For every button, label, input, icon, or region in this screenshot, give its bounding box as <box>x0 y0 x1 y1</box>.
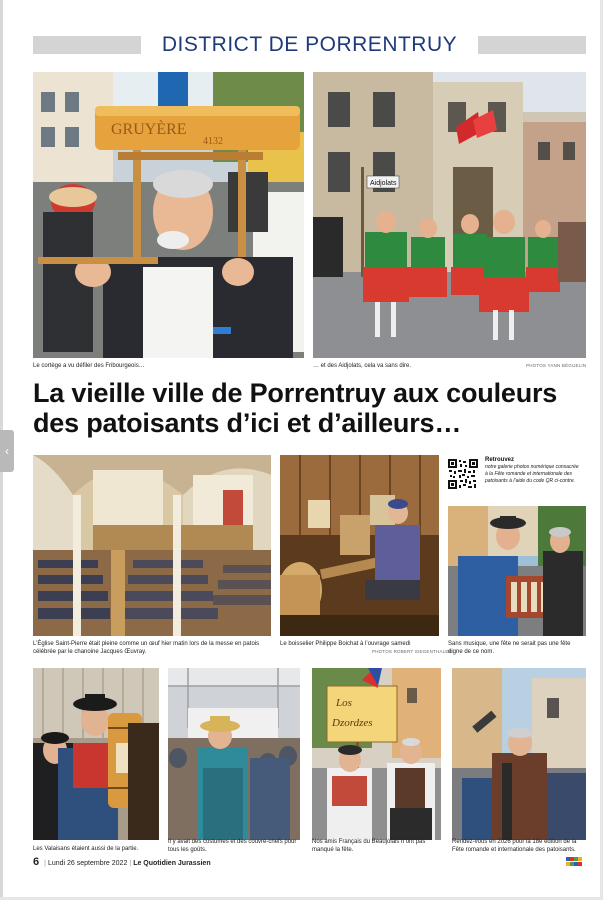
photo-boisselier <box>280 455 439 636</box>
photo-ajoie-dancers <box>313 72 586 358</box>
promo-text: notre galerie photos numérique consacrée à la Fête romande et internationale des patoisants à l’aide du code QR ci-contre. <box>485 464 579 484</box>
photo-beaujolais <box>312 668 441 840</box>
publisher-logo-icon <box>566 857 582 866</box>
caption-ajoie: … et des Aidjolats, cela va sans dire. <box>313 363 412 369</box>
caption-church: L’Église Saint-Pierre était pleine comme un œuf hier matin lors de la messe en patois célébrée par le chanoine Jacques Œuvray. <box>33 641 260 655</box>
caption-fribourg: Le cortège a vu défiler des Fribourgeois… <box>33 363 145 369</box>
beaujolais-sign-line2: Dzordzes <box>332 717 373 729</box>
cheese-number-text: 4132 <box>203 136 223 147</box>
promo-title: Retrouvez <box>485 457 515 463</box>
caption-valais: Les Valaisans étaient aussi de la partie. <box>33 846 139 852</box>
caption-rendezvous: Rendez-vous en 2026 pour la 18e édition de la Fête romande et internationale des patoisants. <box>452 839 577 853</box>
caption-boisselier: Le boisselier Philippe Boichat à l’ouvrage samedi <box>280 641 411 647</box>
qr-code[interactable] <box>448 459 478 489</box>
credit-robert-siegenthaler: PHOTOS ROBERT SIEGENTHALER <box>372 649 452 654</box>
ajoie-sign-text: Aidjolats <box>370 180 397 187</box>
caption-beaujolais: Nos amis Français du Beaujolais n’ont pas manqué la fête. <box>312 839 426 853</box>
section-banner-bar-left <box>33 36 141 54</box>
footer-separator: | <box>129 860 132 867</box>
section-banner-bar-right <box>478 36 586 54</box>
photo-valais <box>33 668 159 840</box>
page-footer <box>33 857 211 869</box>
photo-rendezvous <box>452 668 586 840</box>
photo-costumes <box>168 668 300 840</box>
footer-date: Lundi 26 septembre 2022 <box>47 860 128 867</box>
beaujolais-sign-line1: Los <box>336 697 352 709</box>
footer-separator: | <box>44 860 46 867</box>
previous-page-tab[interactable] <box>0 430 14 472</box>
photo-church-mass <box>33 455 271 636</box>
cheese-label-text: GRUYÈRE <box>111 121 187 138</box>
photo-accordion-musicians <box>448 506 586 636</box>
credit-yann-beguelin: PHOTOS YANN BÉGUELIN <box>526 363 587 368</box>
footer-publication: Le Quotidien Jurassien <box>133 860 211 867</box>
photo-fribourg-cheese <box>33 72 304 358</box>
article-headline: La vieille ville de Porrentruy aux couleurs des patoisants d’ici et d’ailleurs… <box>33 378 558 438</box>
caption-costumes: Il y avait des costumes et des couvre-chefs pour tous les goûts. <box>168 839 297 853</box>
page-number: 6 <box>33 856 40 868</box>
section-title: DISTRICT DE PORRENTRUY <box>161 33 458 56</box>
chevron-left-icon: ‹ <box>5 444 9 458</box>
caption-music: Sans musique, une fête ne serait pas une fête digne de ce nom. <box>448 641 571 655</box>
